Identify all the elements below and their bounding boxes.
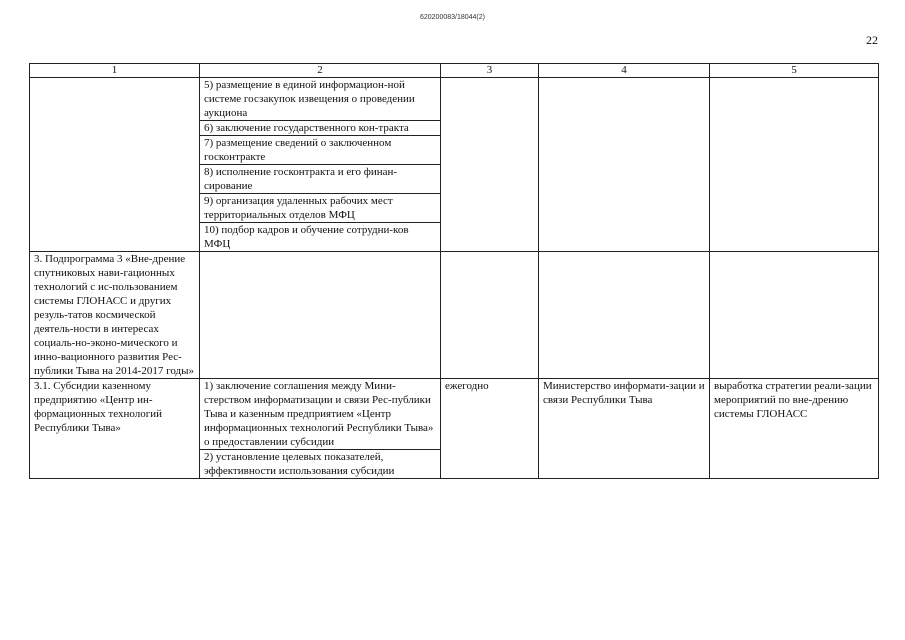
column-number-row	[30, 64, 879, 78]
action-item: 7) размещение сведений о заключенном госконтракте	[200, 136, 440, 165]
column-header-1: 1	[30, 64, 200, 78]
table-row	[30, 379, 879, 479]
table-cell	[710, 252, 879, 379]
table-cell	[710, 78, 879, 252]
action-item: 1) заключение соглашения между Мини-стерством информатизации и связи Рес-публики Тыва и казенным предприятием «Центр информационных технологий Республики Тыва» о предоставлении субсидии	[200, 379, 440, 450]
table-cell	[30, 78, 200, 252]
result-cell: выработка стратегии реали-зации мероприятий по вне-дрению системы ГЛОНАСС	[710, 379, 879, 479]
table-cell	[441, 252, 539, 379]
column-header-5: 5	[710, 64, 879, 78]
table-cell	[200, 252, 441, 379]
action-item: 2) установление целевых показателей, эффективности использования субсидии	[204, 451, 395, 477]
column-header-4: 4	[539, 64, 710, 78]
action-item: 5) размещение в единой информацион-ной системе госзакупок извещения о проведении аукциона	[200, 78, 440, 121]
measure-name: 3.1. Субсидии казенному предприятию «Центр ин-формационных технологий Республики Тыва»	[30, 379, 200, 479]
table-row	[30, 78, 879, 252]
subprogram-title: 3. Подпрограмма 3 «Вне-дрение спутниковых нави-гационных технологий с ис-пользованием системы ГЛОНАСС и других резуль-татов космической деятель-ности в интересах социаль-но-эконо-мического и инно-вационного развития Рес-публики Тыва на 2014-2017 годы»	[30, 252, 200, 379]
page-number: 22	[866, 33, 878, 47]
action-item: 8) исполнение госконтракта и его финан-сирование	[200, 165, 440, 194]
table-row	[30, 252, 879, 379]
program-table	[29, 63, 879, 479]
table-cell	[441, 78, 539, 252]
period-cell: ежегодно	[441, 379, 539, 479]
table-cell	[539, 78, 710, 252]
actions-cell	[200, 379, 441, 479]
action-item: 10) подбор кадров и обучение сотрудни-ков МФЦ	[204, 224, 409, 250]
table-cell	[539, 252, 710, 379]
executor-cell: Министерство информати-зации и связи Республики Тыва	[539, 379, 710, 479]
action-item: 6) заключение государственного кон-тракта	[200, 121, 440, 136]
column-header-2: 2	[200, 64, 441, 78]
actions-cell	[200, 78, 441, 252]
document-id: 620200083/18044(2)	[419, 14, 485, 21]
column-header-3: 3	[441, 64, 539, 78]
action-item: 9) организация удаленных рабочих мест территориальных отделов МФЦ	[200, 194, 440, 223]
